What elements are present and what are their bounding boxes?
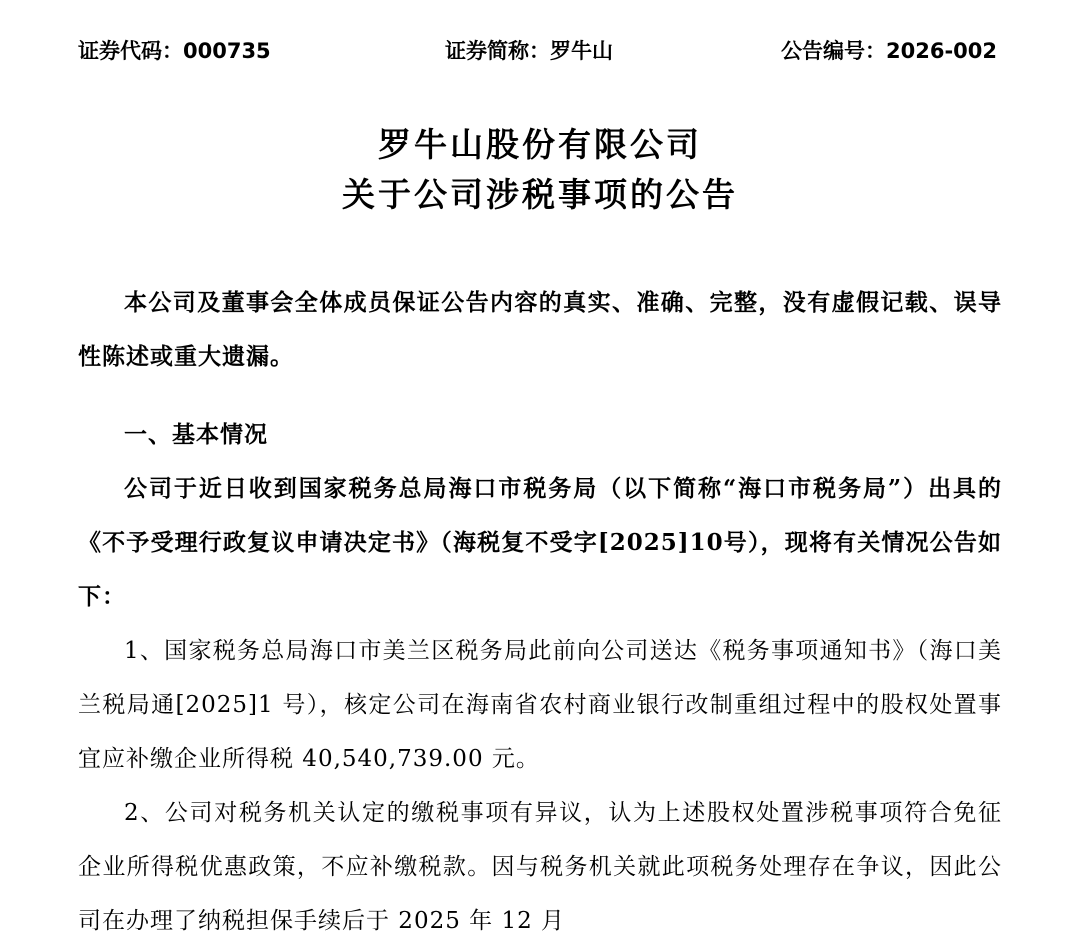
announcement-number: 公告编号：2026-002	[781, 39, 997, 63]
item-1-paragraph: 1、国家税务总局海口市美兰区税务局此前向公司送达《税务事项通知书》（海口美兰税局通[2025]1 号），核定公司在海南省农村商业银行改制重组过程中的股权处置事宜应补缴企业所得税 40,540,739.00 元。	[78, 638, 1002, 772]
security-code: 证券代码：000735	[78, 39, 271, 63]
board-statement: 本公司及董事会全体成员保证公告内容的真实、准确、完整，没有虚假记载、误导性陈述或重大遗漏。	[78, 289, 1002, 370]
section-heading-basic: 一、基本情况	[124, 421, 268, 448]
announcement-title: 关于公司涉税事项的公告	[342, 175, 738, 214]
item-2-paragraph: 2、公司对税务机关认定的缴税事项有异议，认为上述股权处置涉税事项符合免征企业所得税优惠政策，不应补缴税款。因与税务机关就此项税务处理存在争议，因此公司在办理了纳税担保手续后于 2025 年 12 月	[78, 800, 1002, 934]
company-title: 罗牛山股份有限公司	[378, 125, 702, 164]
intro-paragraph: 公司于近日收到国家税务总局海口市税务局（以下简称“海口市税务局”）出具的《不予受理行政复议申请决定书》（海税复不受字[2025]10号），现将有关情况公告如下：	[78, 475, 1002, 610]
document-header	[0, 34, 1080, 68]
security-abbreviation: 证券简称：罗牛山	[445, 39, 613, 63]
